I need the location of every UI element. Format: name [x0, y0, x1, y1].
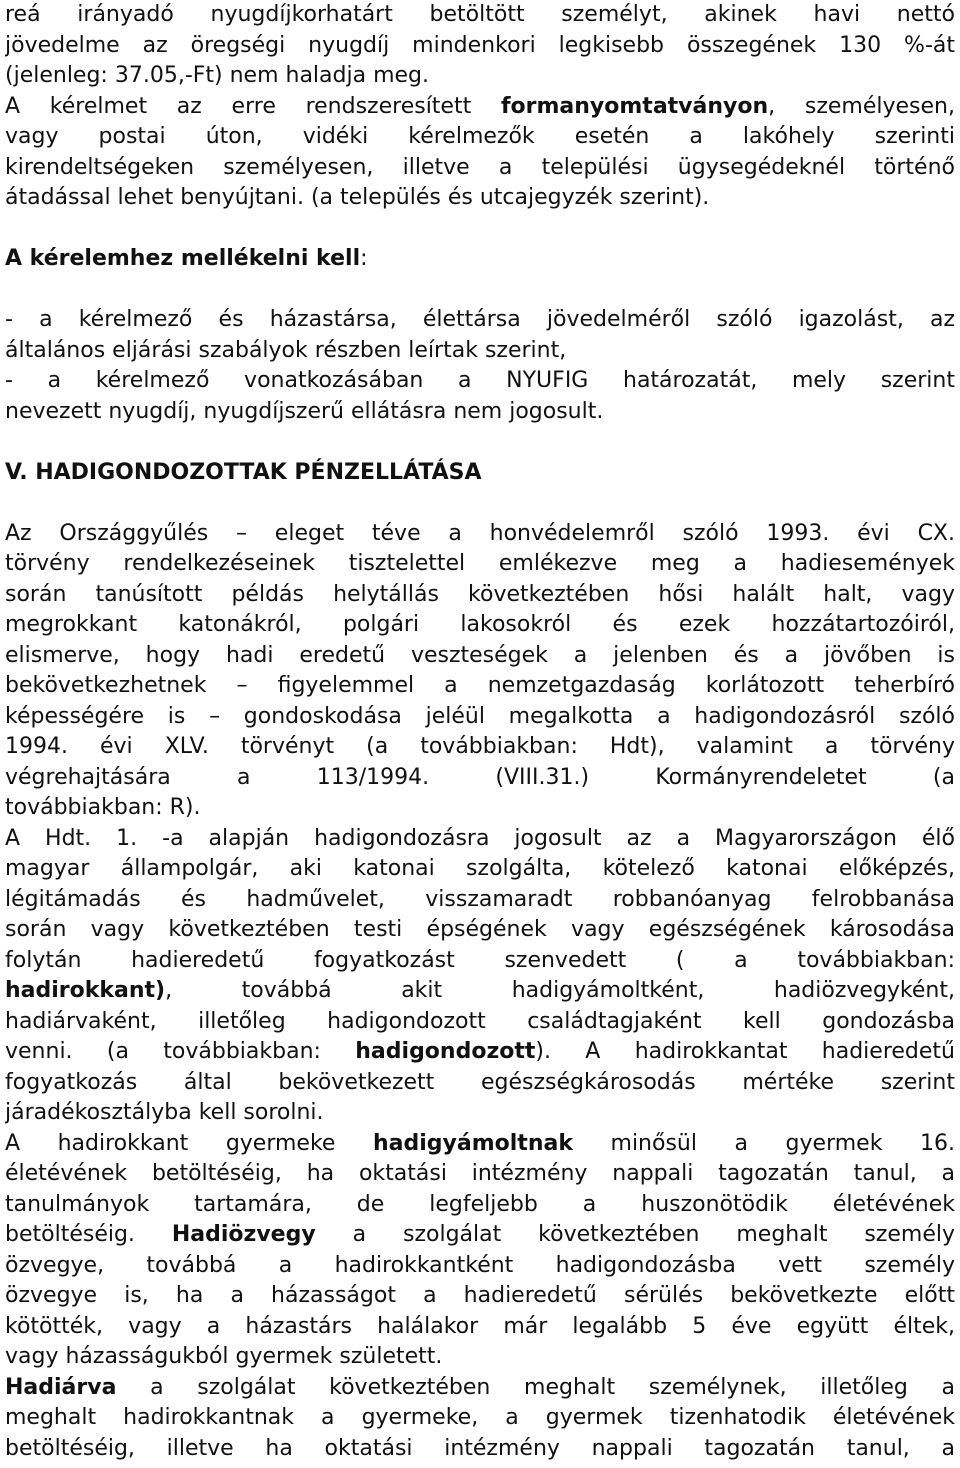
text-line: képességére is – gondoskodása jeléül megalkotta a hadigondozásról szóló: [5, 703, 955, 729]
text-line: során tanúsított példás helytállás következtében hősi halált halt, vagy: [5, 581, 955, 607]
text-line: - a kérelmező és házastársa, élettársa jövedelméről szóló igazolást, az: [5, 307, 955, 332]
section-title: [5, 458, 955, 489]
document-page: [5, 0, 955, 1464]
text-line: meghalt hadirokkantnak a gyermeke, a gyermek tizenhatodik életévének: [5, 1405, 955, 1430]
text-line: életévének betöltéséig, ha oktatási intézmény nappali tagozatán tanul, a: [5, 1161, 955, 1186]
text-line: [5, 1129, 955, 1160]
text-line: megrokkant katonákról, polgári lakosokról és ezek hozzátartozóiról,: [5, 612, 955, 637]
text-line: Az Országgyűlés – eleget téve a honvédelemről szóló 1993. évi CX.: [5, 520, 955, 546]
text-line: folytán hadieredetű fogyatkozást szenvedett ( a továbbiakban:: [5, 947, 955, 973]
paragraph-war-care: [5, 519, 955, 1465]
text-line: - a kérelmező vonatkozásában a NYUFIG határozatát, mely szerint: [5, 368, 955, 393]
text-line: általános eljárási szabályok részben leírtak szerint,: [5, 337, 567, 363]
section-title-text: V. HADIGONDOZOTTAK PÉNZELLÁTÁSA: [5, 459, 482, 485]
text-run: betöltéséig.: [5, 1222, 172, 1247]
bold-term: Hadiárva: [5, 1374, 117, 1400]
text-line: bekövetkezhetnek – figyelemmel a nemzetgazdaság korlátozott teherbíró: [5, 673, 955, 698]
text-run: a szolgálat következtében meghalt személy: [315, 1222, 955, 1247]
attachments-heading: [5, 244, 955, 275]
text-line: törvény rendelkezéseinek tisztelettel emlékezve meg a hadiesemények: [5, 551, 955, 576]
text-line: járadékosztályba kell sorolni.: [5, 1100, 324, 1125]
text-line: kötötték, vagy a házastárs halálakor már legalább 5 éve együtt éltek,: [5, 1313, 955, 1339]
text-line: reá irányadó nyugdíjkorhatárt betöltött személyt, akinek havi nettó: [5, 2, 955, 27]
text-line: nevezett nyugdíj, nyugdíjszerű ellátásra nem jogosult.: [5, 398, 604, 424]
text-run: , továbbá akit hadigyámoltként, hadiözvegyként,: [165, 978, 955, 1003]
text-line: vagy házasságukból gyermek született.: [5, 1344, 443, 1369]
heading-colon: :: [360, 246, 368, 271]
text-run: minősül a gyermek 16.: [572, 1130, 955, 1156]
text-run: A kérelmet az erre rendszeresített: [5, 93, 501, 119]
text-line: özvegye, továbbá a hadirokkantként hadigondozásba vett személy: [5, 1252, 955, 1278]
text-line: A Hdt. 1. -a alapján hadigondozásra jogosult az a Magyarországon élő: [5, 825, 955, 851]
bold-term: formanyomtatványon: [500, 93, 769, 119]
paragraph-eligibility: [5, 0, 955, 214]
text-line: [5, 976, 955, 1007]
paragraph-attachments: [5, 305, 955, 427]
text-run: , személyesen,: [768, 93, 955, 119]
text-line: (jelenleg: 37.05,-Ft) nem haladja meg.: [5, 63, 430, 88]
text-run: ). A hadirokkantat hadieredetű: [535, 1039, 955, 1064]
text-line: elismerve, hogy hadi eredetű veszteségek a jelenben és a jövőben is: [5, 642, 955, 668]
text-line: hadiárvaként, illetőleg hadigondozott családtagjaként kell gondozásba: [5, 1008, 955, 1034]
text-line: [5, 1220, 955, 1251]
text-line: kirendeltségeken személyesen, illetve a települési ügysegédeknél történő: [5, 154, 955, 180]
text-line: [5, 1037, 955, 1068]
text-line: [5, 92, 955, 123]
text-run: a szolgálat következtében meghalt személynek, illetőleg a: [116, 1374, 955, 1400]
text-run: venni. (a továbbiakban:: [5, 1039, 356, 1064]
text-line: légitámadás és hadművelet, visszamaradt robbanóanyag felrobbanása: [5, 886, 955, 912]
text-line: [5, 1373, 955, 1404]
text-line: betöltéséig, illetve ha oktatási intézmény nappali tagozatán tanul, a: [5, 1435, 955, 1461]
bold-term: hadigondozott: [355, 1039, 536, 1064]
text-line: továbbiakban: R).: [5, 795, 201, 820]
text-line: átadással lehet benyújtani. (a település és utcajegyzék szerint).: [5, 185, 710, 210]
text-line: végrehajtására a 113/1994. (VIII.31.) Kormányrendeletet (a: [5, 764, 955, 790]
text-line: tanulmányok tartamára, de legfeljebb a huszonötödik életévének: [5, 1191, 955, 1217]
text-line: vagy postai úton, vidéki kérelmezők esetén a lakóhely szerinti: [5, 124, 955, 149]
text-line: fogyatkozás által bekövetkezett egészségkárosodás mértéke szerint: [5, 1069, 955, 1095]
text-line: során vagy következtében testi épségének vagy egészségének károsodása: [5, 917, 955, 942]
bold-term: Hadiözvegy: [171, 1222, 316, 1247]
bold-term: hadirokkant): [5, 978, 166, 1003]
text-line: özvegye is, ha a házasságot a hadieredetű sérülés bekövetkezte előtt: [5, 1283, 955, 1308]
bold-term: hadigyámoltnak: [373, 1130, 573, 1156]
heading-text: A kérelemhez mellékelni kell: [5, 246, 361, 271]
text-line: jövedelme az öregségi nyugdíj mindenkori legkisebb összegének 130 %-át: [5, 32, 955, 58]
text-line: 1994. évi XLV. törvényt (a továbbiakban: Hdt), valamint a törvény: [5, 734, 955, 759]
text-run: A hadirokkant gyermeke: [5, 1130, 373, 1156]
text-line: magyar állampolgár, aki katonai szolgálta, kötelező katonai előképzés,: [5, 856, 955, 881]
